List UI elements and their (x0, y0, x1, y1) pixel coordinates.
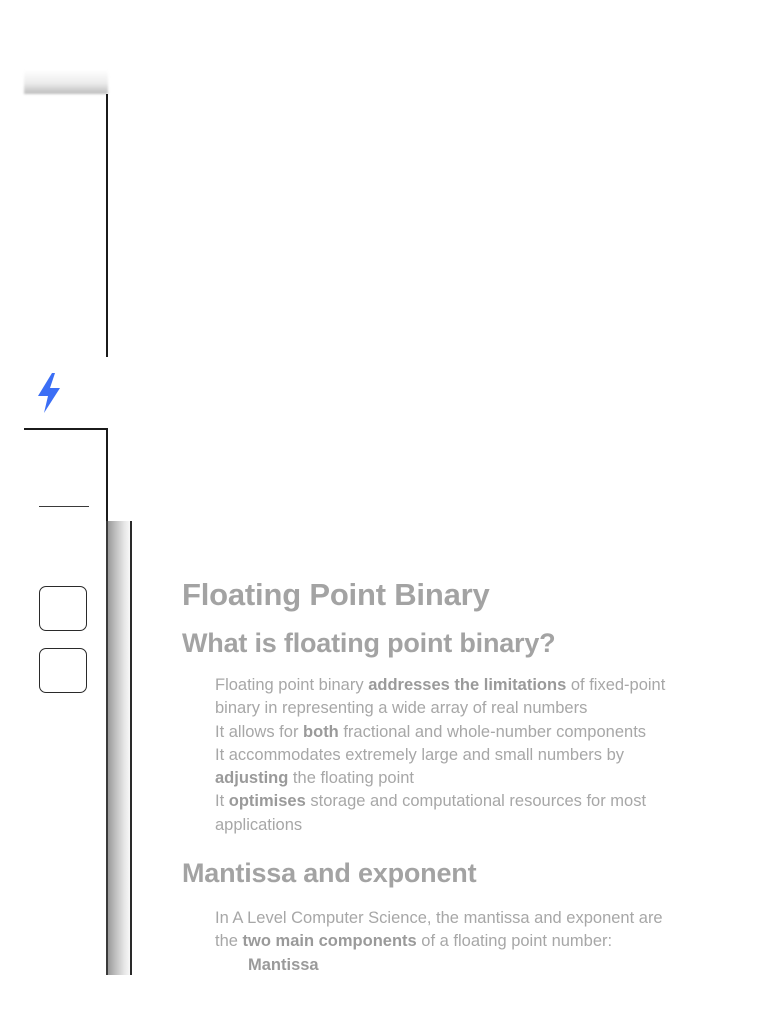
paragraph-line: the two main components of a floating point number: (215, 932, 613, 951)
list-item-mantissa: Mantissa (248, 955, 319, 974)
section2-body (182, 907, 722, 977)
lightning-bolt-icon[interactable] (35, 372, 63, 414)
article (182, 574, 722, 977)
scroll-bar-right-edge (130, 521, 132, 975)
top-shadow (24, 70, 108, 94)
paragraph-line: Floating point binary addresses the limitations of fixed-point (215, 676, 666, 694)
section-heading-mantissa: Mantissa and exponent (182, 858, 477, 889)
section-heading-what-is: What is floating point binary? (182, 628, 556, 658)
paragraph-line: In A Level Computer Science, the mantissa and exponent are (215, 909, 663, 928)
sidebar-divider-top (106, 94, 108, 357)
paragraph-line: It allows for both fractional and whole-number components (215, 722, 647, 741)
scroll-bar-left-edge (106, 521, 108, 975)
paragraph-line: It optimises storage and computational resources for most (215, 792, 647, 811)
section1-body (182, 674, 722, 837)
page-title: Floating Point Binary (182, 577, 490, 612)
sidebar-divider-middle (106, 428, 108, 523)
paragraph-line: adjusting the floating point (215, 769, 415, 788)
paragraph-line: binary in representing a wide array of real numbers (215, 699, 588, 718)
sidebar-button-2[interactable] (39, 648, 87, 693)
scroll-shadow-bar (106, 521, 132, 975)
paragraph-line: It accommodates extremely large and small numbers by (215, 745, 625, 764)
sidebar-button-1[interactable] (39, 586, 87, 631)
sidebar-separator (39, 506, 89, 507)
sidebar-divider-horizontal (24, 428, 108, 430)
paragraph-line: applications (215, 815, 303, 834)
